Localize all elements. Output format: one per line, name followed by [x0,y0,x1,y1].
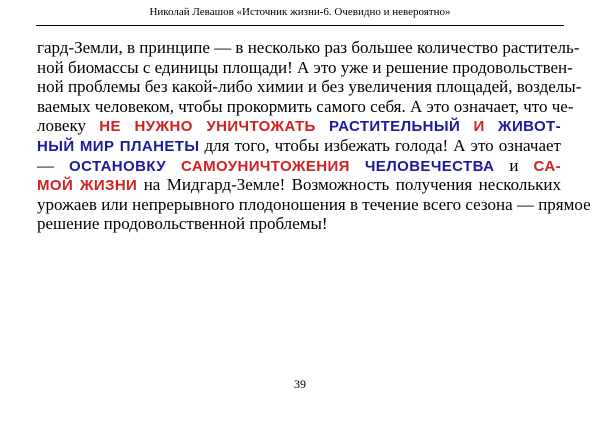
text-line-4: ваемых человеком, чтобы прокормить самого себя. А это означает, что че- [37,96,574,116]
page-number: 39 [294,377,306,391]
emphasis-blue: ЖИВОТ- [497,118,562,136]
text-plain: на Мидгард-Земле! Возможность получения нескольких [143,175,562,195]
emphasis-red: НЕ НУЖНО УНИЧТОЖАТЬ [99,118,316,136]
text-line-9: урожаев или непрерывного плодоношения в течение всего сезона — прямое [37,194,591,214]
emphasis-blue: НЫЙ МИР ПЛАНЕТЫ [37,137,200,155]
text-line-3: ной проблемы без какой-либо химии и без увеличения площадей, возделы- [37,77,582,97]
emphasis-blue: РАСТИТЕЛЬНЫЙ [329,118,461,136]
emphasis-red: МОЙ ЖИЗНИ [37,177,138,195]
text-line-10: решение продовольственной проблемы! [37,214,328,234]
text-line-7 [37,156,561,176]
emphasis-blue: ОСТАНОВКУ [69,157,167,175]
emphasis-red: САМОУНИЧТОЖЕНИЯ [181,157,350,175]
header-rule [36,25,564,26]
text-plain: для того, чтобы избежать голода! А это означает [204,135,561,155]
emphasis-red: СА- [533,157,561,175]
running-header: Николай Левашов «Источник жизни-6. Очевидно и невероятно» [149,6,451,18]
text-line-1: гард-Земли, в принципе — в несколько раз большее количество раститель- [37,38,580,57]
emphasis-red: И [473,118,485,136]
text-line-8 [37,175,561,195]
page-body [37,38,591,234]
text-plain: ловеку [37,116,86,136]
text-line-5 [37,116,561,136]
text-line-2: ной биомассы с единицы площади! А это уже и решение продовольствен- [37,57,573,77]
text-line-6 [37,136,561,156]
text-plain: — [37,155,54,175]
text-plain: и [509,155,519,175]
emphasis-blue: ЧЕЛОВЕЧЕСТВА [364,157,495,175]
